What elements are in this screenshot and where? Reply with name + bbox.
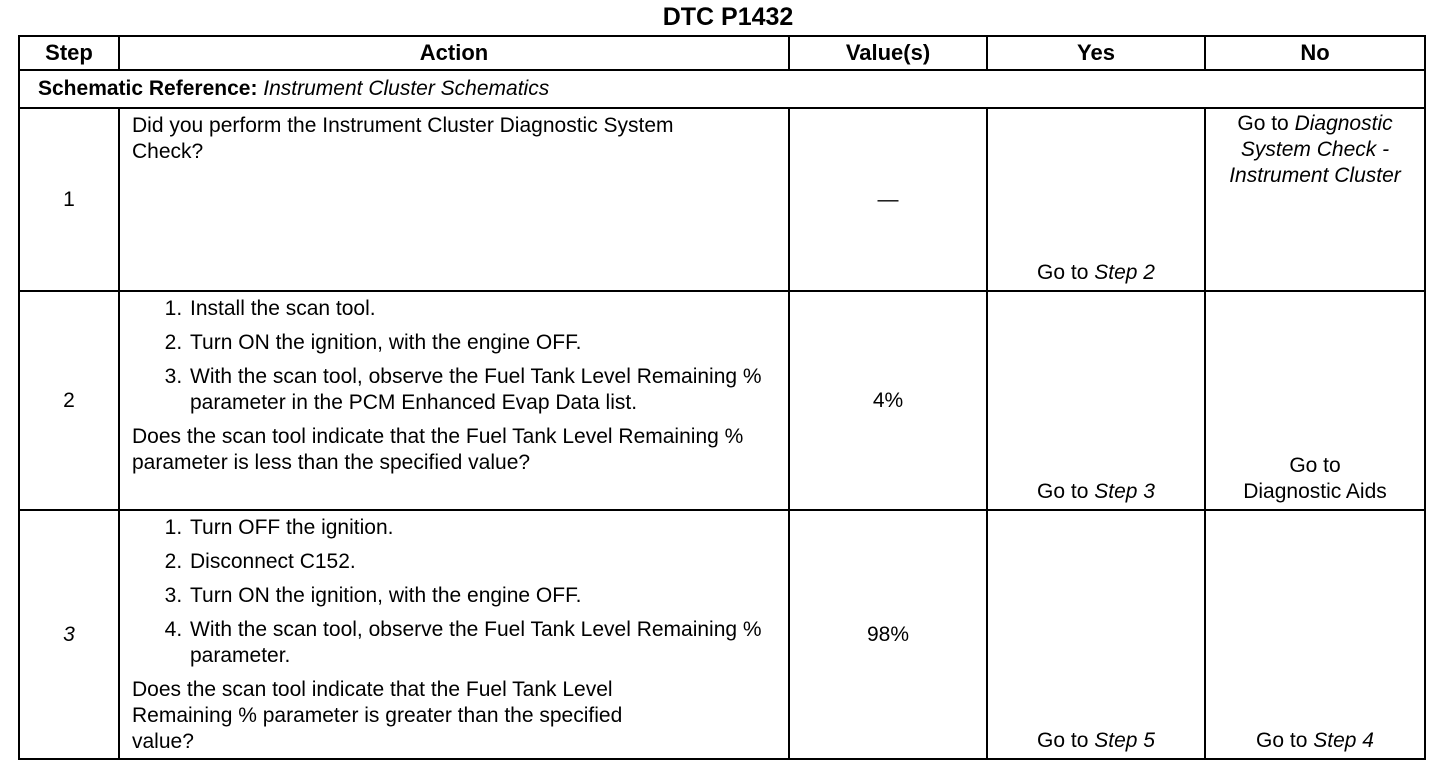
yes-step-link[interactable]: Step 5 [1094, 729, 1155, 752]
no-prefix: Go to [1256, 729, 1314, 752]
column-header-yes: Yes [987, 36, 1205, 70]
page-title: DTC P1432 [662, 3, 794, 31]
yes-prefix: Go to [1037, 261, 1095, 284]
no-cell [1205, 291, 1425, 510]
no-step-link[interactable]: Step 4 [1313, 729, 1374, 752]
value-cell: 4% [789, 291, 987, 510]
list-item: 2. Disconnect C152. [188, 549, 776, 575]
table-row [19, 291, 1425, 510]
no-prefix: Go to [1289, 454, 1341, 477]
yes-step-link[interactable]: Step 2 [1094, 261, 1155, 284]
step-number: 3 [19, 510, 119, 759]
yes-step-link[interactable]: Step 3 [1094, 480, 1155, 503]
list-item: 1. Install the scan tool. [188, 296, 776, 322]
step-number: 1 [19, 108, 119, 291]
list-item: 1. Turn OFF the ignition. [188, 515, 776, 541]
schematic-reference-label: Schematic Reference: [38, 77, 258, 100]
value-cell: — [789, 108, 987, 291]
no-diagnostic-aids-link[interactable]: Diagnostic Aids [1243, 480, 1387, 503]
yes-cell [987, 510, 1205, 759]
step-number: 2 [19, 291, 119, 510]
action-steps-list [132, 515, 776, 669]
yes-prefix: Go to [1037, 480, 1095, 503]
table-row [19, 108, 1425, 291]
action-steps-list [132, 296, 776, 416]
list-item: 4. With the scan tool, observe the Fuel Tank Level Remaining % parameter. [188, 617, 776, 669]
no-diagnostic-link[interactable]: Diagnostic System Check - Instrument Cluster [1229, 112, 1401, 187]
list-item: 2. Turn ON the ignition, with the engine OFF. [188, 330, 776, 356]
action-question: Does the scan tool indicate that the Fuel Tank Level Remaining % parameter is greater than the specified value? [132, 678, 623, 753]
action-cell [119, 108, 789, 291]
value-cell: 98% [789, 510, 987, 759]
header-row [19, 36, 1425, 70]
no-prefix: Go to [1237, 112, 1295, 135]
no-cell [1205, 108, 1425, 291]
table-row [19, 510, 1425, 759]
list-item: 3. With the scan tool, observe the Fuel Tank Level Remaining % parameter in the PCM Enhanced Evap Data list. [188, 364, 776, 416]
yes-cell [987, 291, 1205, 510]
yes-cell [987, 108, 1205, 291]
no-cell [1205, 510, 1425, 759]
list-item: 3. Turn ON the ignition, with the engine OFF. [188, 583, 776, 609]
column-header-step: Step [19, 36, 119, 70]
yes-prefix: Go to [1037, 729, 1095, 752]
action-text: Did you perform the Instrument Cluster Diagnostic System Check? [132, 114, 674, 163]
column-header-action: Action [119, 36, 789, 70]
column-header-no: No [1205, 36, 1425, 70]
schematic-reference [19, 70, 1425, 108]
action-cell [119, 510, 789, 759]
action-question: Does the scan tool indicate that the Fuel Tank Level Remaining % parameter is less than the specified value? [132, 425, 744, 474]
column-header-values: Value(s) [789, 36, 987, 70]
schematic-reference-row [19, 70, 1425, 108]
action-cell [119, 291, 789, 510]
schematic-reference-link[interactable]: Instrument Cluster Schematics [263, 77, 550, 100]
diagnostic-table [18, 35, 1426, 760]
